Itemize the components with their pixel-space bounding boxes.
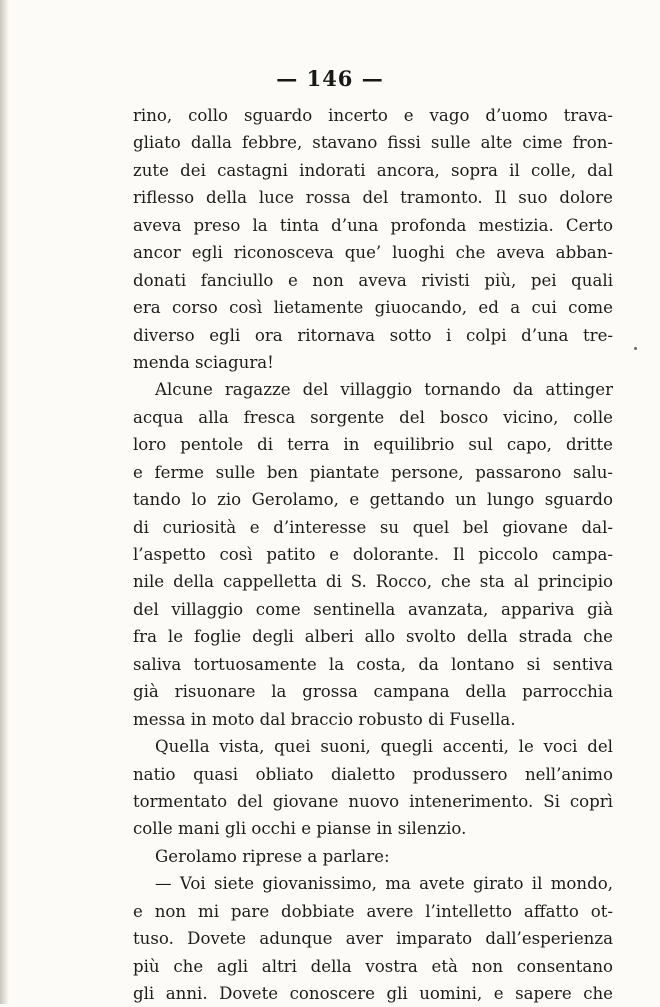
text-line: colle mani gli occhi e pianse in silenzio. — [133, 819, 467, 839]
page-binding-shadow — [0, 0, 9, 1004]
text-line: Quella vista, quei suoni, quegli accenti, le voci del — [155, 737, 613, 757]
text-line: l’aspetto così patito e dolorante. Il piccolo campa- — [133, 545, 613, 564]
margin-speck — [634, 347, 637, 350]
text-line: messa in moto dal braccio robusto di Fusella. — [133, 709, 516, 729]
text-line: saliva tortuosamente la costa, da lontano si sentiva — [133, 654, 613, 674]
page-number: — 146 — — [276, 66, 384, 91]
text-line: aveva preso la tinta d’una profonda mestizia. Certo — [133, 215, 613, 235]
text-line: tormentato del giovane nuovo intenerimento. Si coprì — [133, 791, 613, 811]
text-line: menda sciagura! — [133, 352, 274, 372]
text-line: ancor egli riconosceva que’ luoghi che aveva abban- — [133, 243, 613, 263]
text-line: di curiosità e d’interesse su quel bel giovane dal- — [133, 517, 613, 537]
text-line: e non mi pare dobbiate avere l’intelletto affatto ot- — [133, 901, 613, 921]
text-line: natio quasi obliato dialetto produssero nell’animo — [133, 764, 613, 784]
text-line: era corso così lietamente giuocando, ed a cui come — [133, 298, 613, 318]
text-line: riflesso della luce rossa del tramonto. Il suo dolore — [133, 188, 613, 208]
text-line: loro pentole di terra in equilibrio sul capo, dritte — [133, 435, 613, 455]
text-line: del villaggio come sentinella avanzata, appariva già — [133, 599, 613, 619]
text-line: gliato dalla febbre, stavano fissi sulle alte cime fron- — [133, 133, 613, 153]
text-line: fra le foglie degli alberi allo svolto della strada che — [133, 627, 613, 647]
text-line: e ferme sulle ben piantate persone, passarono salu- — [133, 462, 613, 482]
text-line: nile della cappelletta di S. Rocco, che sta al principio — [133, 572, 613, 592]
text-line: Alcune ragazze del villaggio tornando da attinger — [155, 380, 613, 400]
text-line: già risuonare la grossa campana della parrocchia — [133, 682, 613, 702]
text-line: — Voi siete giovanissimo, ma avete girato il mondo, — [155, 874, 613, 894]
text-line: gli anni. Dovete conoscere gli uomini, e sapere che — [133, 984, 613, 1003]
text-line: Gerolamo riprese a parlare: — [155, 846, 390, 866]
text-line: zute dei castagni indorati ancora, sopra il colle, dal — [133, 160, 613, 180]
text-line: rino, collo sguardo incerto e vago d’uomo trava- — [133, 106, 613, 125]
text-line: più che agli altri della vostra età non consentano — [133, 956, 613, 976]
text-line: donati fanciullo e non aveva rivisti più, pei quali — [133, 270, 613, 290]
text-line: diverso egli ora ritornava sotto i colpi d’una tre- — [133, 325, 613, 345]
text-line: tuso. Dovete adunque aver imparato dall’esperienza — [133, 929, 613, 949]
text-line: acqua alla fresca sorgente del bosco vicino, colle — [133, 407, 613, 427]
text-line: tando lo zio Gerolamo, e gettando un lungo sguardo — [133, 490, 613, 510]
body-text — [133, 102, 613, 1007]
